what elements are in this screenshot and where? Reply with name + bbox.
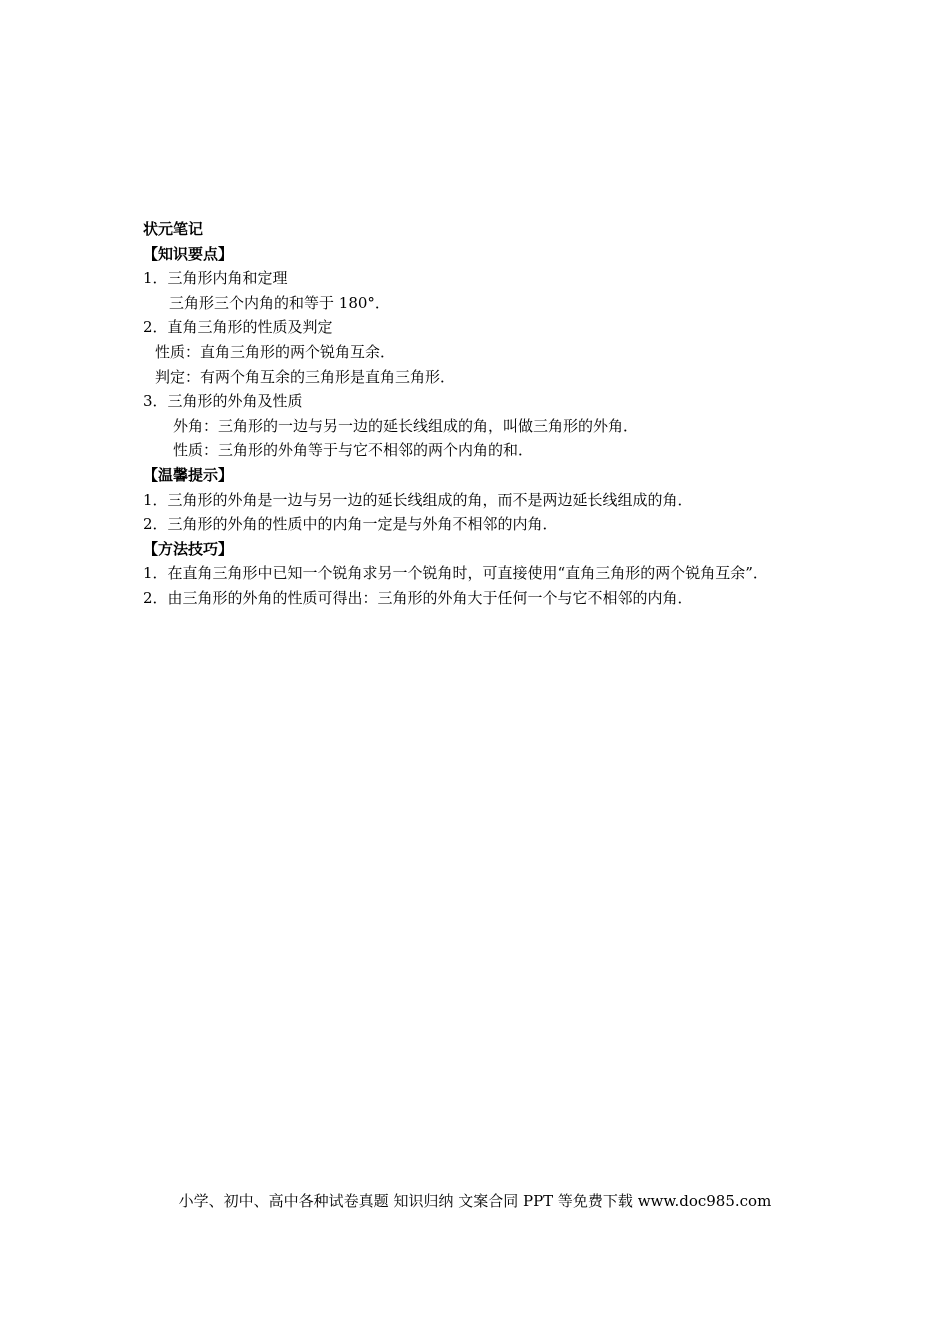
knowledge-item-1-title: 1．三角形内角和定理 [143,269,288,288]
tips-item-1: 1．三角形的外角是一边与另一边的延长线组成的角，而不是两边延长线组成的角． [143,490,693,509]
knowledge-item-1-text: 三角形三个内角的和等于 180°． [169,293,390,312]
notes-content [143,217,823,611]
knowledge-item-3-exterior: 外角：三角形的一边与另一边的延长线组成的角，叫做三角形的外角． [173,416,639,435]
methods-item-2: 2．由三角形的外角的性质可得出：三角形的外角大于任何一个与它不相邻的内角． [143,588,693,607]
knowledge-item-2-title: 2．直角三角形的性质及判定 [143,318,333,337]
section-heading-knowledge: 【知识要点】 [143,244,234,263]
page-footer: 小学、初中、高中各种试卷真题 知识归纳 文案合同 PPT 等免费下载 www.doc985.com [178,1192,772,1210]
section-heading-tips: 【温馨提示】 [143,465,234,484]
section-heading-methods: 【方法技巧】 [143,539,234,558]
methods-item-1: 1．在直角三角形中已知一个锐角求另一个锐角时，可直接使用“直角三角形的两个锐角互余”． [143,564,768,583]
knowledge-item-2-judge: 判定：有两个角互余的三角形是直角三角形． [155,367,456,386]
knowledge-item-2-property: 性质：直角三角形的两个锐角互余． [155,342,396,361]
page-title: 状元笔记 [143,220,204,238]
knowledge-item-3-property: 性质：三角形的外角等于与它不相邻的两个内角的和． [173,441,534,460]
tips-item-2: 2．三角形的外角的性质中的内角一定是与外角不相邻的内角． [143,515,558,534]
knowledge-item-3-title: 3．三角形的外角及性质 [143,392,303,411]
